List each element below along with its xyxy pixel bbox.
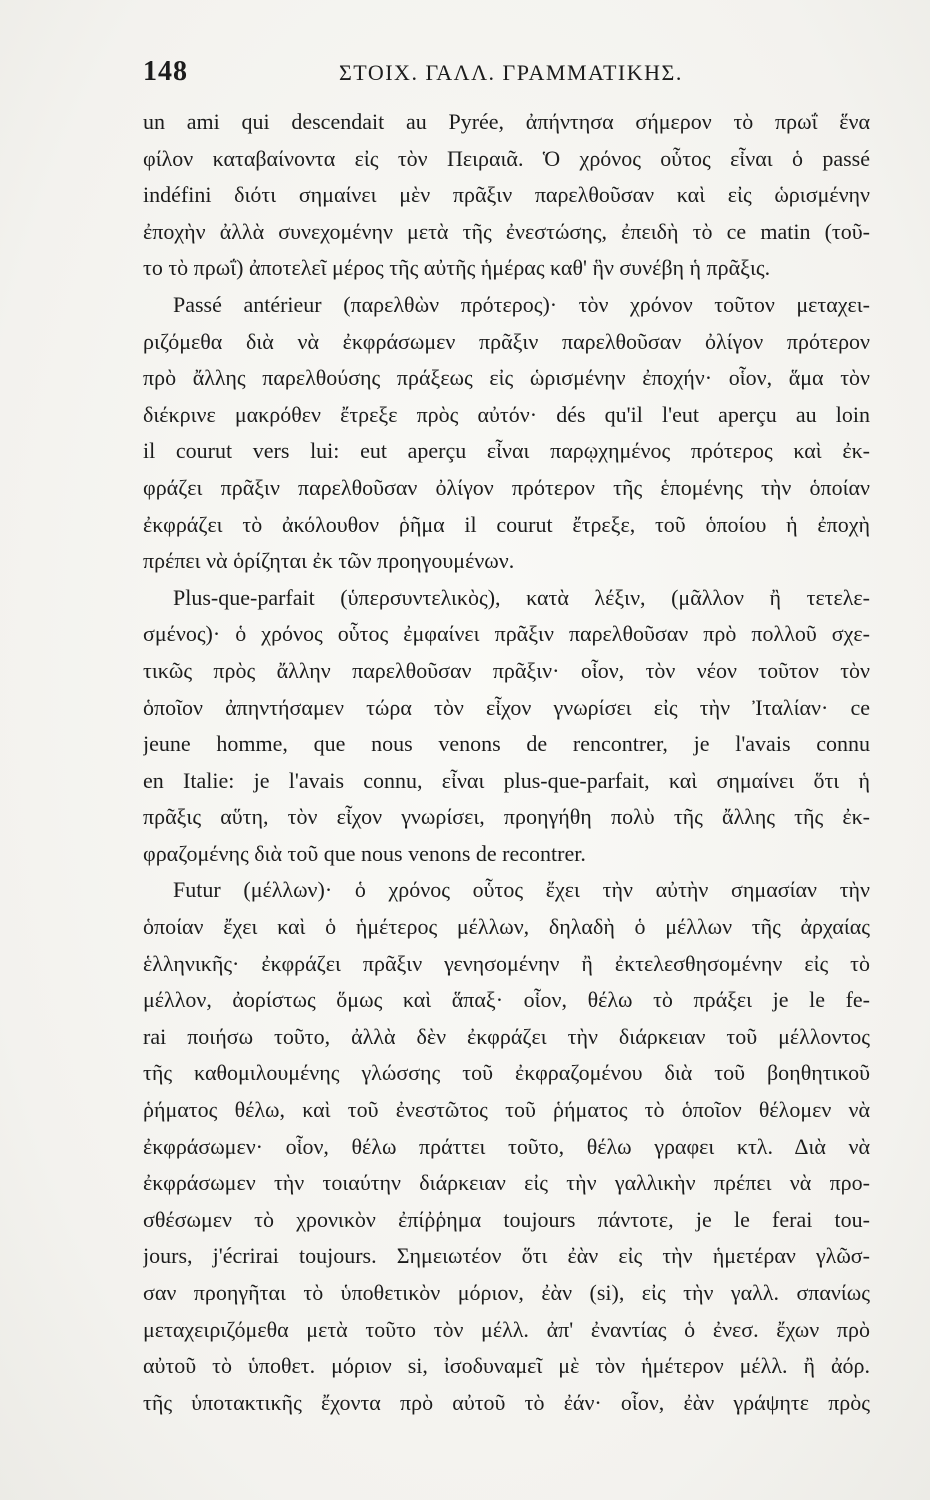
text-line: πρᾶξις αὕτη, τὸν εἶχον γνωρίσει, προηγήθη πολὺ τῆς ἄλλης τῆς ἐκ- — [143, 804, 870, 830]
text-line: ἑλληνικῆς· ἐκφράζει πρᾶξιν γενησομένην ἢ ἐκτελεσθησομένην εἰς τὸ — [143, 950, 870, 976]
text-line: μεταχειριζόμεθα μετὰ τοῦτο τὸν μέλλ. ἀπ' ἐναντίας ὁ ἐνεσ. ἔχων πρὸ — [143, 1316, 870, 1342]
text-line: φραζομένης διὰ τοῦ que nous venons de recontrer. — [143, 840, 586, 866]
paragraph-start-plus-que-parfait: Plus-que-parfait (ὑπερσυντελικὸς), κατὰ λέξιν, (μᾶλλον ἢ τετελε- — [173, 584, 870, 610]
text-line: ἐκφράσωμεν· οἷον, θέλω πράττει τοῦτο, θέλω γραφει κτλ. Διὰ νὰ — [143, 1133, 870, 1159]
text-line: διέκρινε μακρόθεν ἔτρεξε πρὸς αὐτόν· dés qu'il l'eut aperçu au loin — [143, 401, 870, 427]
page-number: 148 — [143, 56, 188, 87]
text-line: ῥήματος θέλω, καὶ τοῦ ἐνεστῶτος τοῦ ῥήματος τὸ ὁποῖον θέλομεν νὰ — [143, 1097, 870, 1123]
text-line: τικῶς πρὸς ἄλλην παρελθοῦσαν πρᾶξιν· οἷον, τὸν νέον τοῦτον τὸν — [143, 657, 870, 683]
text-line: τῆς καθομιλουμένης γλώσσης τοῦ ἐκφραζομένου διὰ τοῦ βοηθητικοῦ — [143, 1060, 870, 1086]
text-line: ριζόμεθα διὰ νὰ ἐκφράσωμεν πρᾶξιν παρελθοῦσαν ὀλίγον πρότερον — [143, 328, 870, 354]
paragraph-start-passe-anterieur: Passé antérieur (παρελθὼν πρότερος)· τὸν χρόνον τοῦτον μεταχει- — [173, 291, 870, 317]
text-line: φίλον καταβαίνοντα εἰς τὸν Πειραιᾶ. Ὁ χρόνος οὗτος εἶναι ὁ passé — [143, 145, 870, 171]
text-line: φράζει πρᾶξιν παρελθοῦσαν ὀλίγον πρότερον τῆς ἑπομένης τὴν ὁποίαν — [143, 474, 870, 500]
text-line: en Italie: je l'avais connu, εἶναι plus-que-parfait, καὶ σημαίνει ὅτι ἡ — [143, 767, 870, 793]
text-line: αὐτοῦ τὸ ὑποθετ. μόριον si, ἰσοδυναμεῖ μὲ τὸν ἡμέτερον μέλλ. ἢ ἀόρ. — [143, 1353, 870, 1379]
text-line: rai ποιήσω τοῦτο, ἀλλὰ δὲν ἐκφράζει τὴν διάρκειαν τοῦ μέλλοντος — [143, 1023, 870, 1049]
text-line: σμένος)· ὁ χρόνος οὗτος ἐμφαίνει πρᾶξιν παρελθοῦσαν πρὸ πολλοῦ σχε- — [143, 621, 870, 647]
text-line: σθέσωμεν τὸ χρονικὸν ἐπίῤῥημα toujours πάντοτε, je le ferai tou- — [143, 1206, 870, 1232]
text-line: ἐποχὴν ἀλλὰ συνεχομένην μετὰ τῆς ἐνεστώσης, ἐπειδὴ τὸ ce matin (τοῦ- — [143, 218, 870, 244]
text-line: jours, j'écrirai toujours. Σημειωτέον ὅτι ἐὰν εἰς τὴν ἡμετέραν γλῶσ- — [143, 1243, 870, 1269]
text-line: un ami qui descendait au Pyrée, ἀπήντησα σήμερον τὸ πρωΐ ἕνα — [143, 109, 870, 134]
text-line: το τὸ πρωΐ) ἀποτελεῖ μέρος τῆς αὐτῆς ἡμέρας καθ' ἣν συνέβη ἡ πρᾶξις. — [143, 255, 771, 281]
running-title: ΣΤΟΙΧ. ΓΑΛΛ. ΓΡΑΜΜΑΤΙΚΗΣ. — [339, 60, 683, 85]
text-line: ἐκφράζει τὸ ἀκόλουθον ῥῆμα il courut ἔτρεξε, τοῦ ὁποίου ἡ ἐποχὴ — [143, 511, 870, 537]
text-line: ἐκφράσωμεν τὴν τοιαύτην διάρκειαν εἰς τὴν γαλλικὴν πρέπει νὰ προ- — [143, 1170, 870, 1196]
text-line: ὁποίαν ἔχει καὶ ὁ ἡμέτερος μέλλων, δηλαδὴ ὁ μέλλων τῆς ἀρχαίας — [143, 914, 870, 940]
text-line: il courut vers lui: eut aperçu εἶναι παρῳχημένος πρότερος καὶ ἐκ- — [143, 438, 870, 464]
text-line: jeune homme, que nous venons de rencontrer, je l'avais connu — [143, 731, 870, 757]
text-line: σαν προηγῆται τὸ ὑποθετικὸν μόριον, ἐὰν (si), εἰς τὴν γαλλ. σπανίως — [143, 1280, 870, 1305]
text-line: πρὸ ἄλλης παρελθούσης πράξεως εἰς ὡρισμένην ἐποχήν· οἷον, ἅμα τὸν — [143, 365, 870, 391]
running-head — [143, 56, 870, 96]
text-line: πρέπει νὰ ὁρίζηται ἐκ τῶν προηγουμένων. — [143, 548, 515, 574]
text-line: ὁποῖον ἀπηντήσαμεν τώρα τὸν εἶχον γνωρίσει εἰς τὴν Ἰταλίαν· ce — [143, 694, 870, 720]
text-line: τῆς ὑποτακτικῆς ἔχοντα πρὸ αὐτοῦ τὸ ἐάν· οἷον, ἐὰν γράψητε πρὸς — [143, 1389, 870, 1415]
text-line: μέλλον, ἀορίστως ὅμως καὶ ἅπαξ· οἷον, θέλω τὸ πράξει je le fe- — [143, 987, 870, 1013]
paragraph-start-futur: Futur (μέλλων)· ὁ χρόνος οὗτος ἔχει τὴν αὐτὴν σημασίαν τὴν — [173, 877, 870, 903]
text-line: indéfini διότι σημαίνει μὲν πρᾶξιν παρελθοῦσαν καὶ εἰς ὡρισμένην — [143, 182, 870, 208]
body-text — [143, 104, 870, 1421]
